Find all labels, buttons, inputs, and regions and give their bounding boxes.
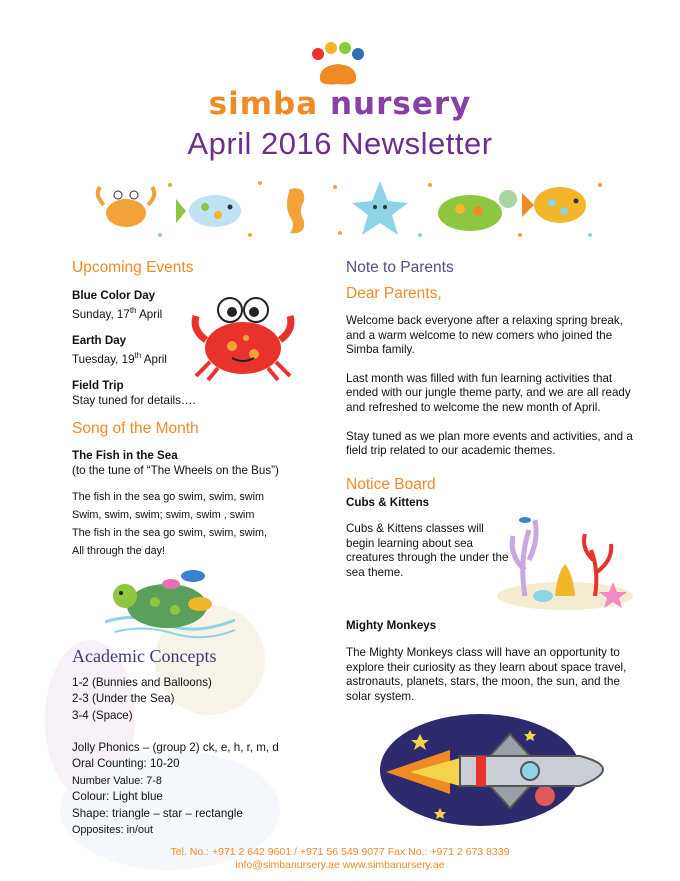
academic-item: Shape: triangle – star – rectangle [72, 806, 243, 820]
turtle-icon [438, 190, 517, 231]
academic-item: Number Value: 7-8 [72, 774, 162, 787]
paragraph: Last month was filled with fun learning activities that ended with our jungle theme party, and we are all ready and refreshed to welcome the new month of April. [346, 371, 631, 414]
academic-item: Colour: Light blue [72, 790, 163, 804]
song-title: The Fish in the Sea [72, 449, 178, 462]
academic-themes [72, 675, 332, 724]
academic-heading: Academic Concepts [72, 646, 217, 666]
song-lyrics [72, 488, 332, 560]
rocket-illustration [380, 712, 630, 830]
upcoming-events-heading: Upcoming Events [72, 259, 194, 276]
monkeys-text: The Mighty Monkeys class will have an opportunity to explore their curiosity as they learn about space travel, astronauts, planets, stars, the moon, the sun, and the solar system. [346, 646, 627, 703]
song-tune: (to the tune of “The Wheels on the Bus”) [72, 463, 279, 477]
greeting: Dear Parents, [346, 285, 442, 302]
starfish-icon [352, 181, 408, 235]
song-heading: Song of the Month [72, 420, 199, 437]
turtle-fish-illustration [105, 562, 240, 642]
academic-item: Oral Counting: 10-20 [72, 757, 180, 771]
footer-phone-line: Tel. No.: +971 2 642 9601 / +971 56 549 9077 Fax No.: +971 2 673 8339 [170, 846, 510, 858]
academic-item: Jolly Phonics – (group 2) ck, e, h, r, m, d [72, 741, 279, 754]
paragraph: Welcome back everyone after a relaxing spring break, and a warm welcome to new comers who joined the Simba family. [346, 314, 623, 357]
seahorse-icon [287, 188, 304, 233]
lyric-line: The fish in the sea go swim, swim, swim [72, 491, 264, 503]
parents-paragraphs [346, 314, 638, 459]
theme-item: 3-4 (Space) [72, 708, 133, 722]
logo-wordmark [0, 86, 680, 122]
notice-board-heading: Notice Board [346, 476, 436, 493]
fish-icon [176, 195, 241, 227]
paw-logo-icon [308, 40, 368, 88]
paragraph: Stay tuned as we plan more events and activities, and a field trip related to our academic themes. [346, 429, 633, 458]
crab-illustration [188, 290, 298, 382]
page-title: April 2016 Newsletter [187, 126, 493, 161]
lyric-line: Swim, swim, swim; swim, swim , swim [72, 509, 255, 521]
logo-simba: simba [208, 86, 319, 122]
logo-nursery: nursery [329, 86, 472, 122]
lyric-line: All through the day! [72, 545, 166, 557]
coral-reef-illustration [495, 500, 635, 615]
cubs-text: Cubs & Kittens classes will begin learning about sea creatures through the under the sea theme. [346, 522, 509, 579]
sea-creatures-banner [90, 175, 610, 245]
song-intro [72, 449, 332, 478]
event-name: Field Trip [72, 379, 124, 393]
crab-icon [98, 187, 155, 227]
event-name: Blue Color Day [72, 289, 156, 302]
event-date: Sunday, 17th April [72, 305, 163, 321]
event-name: Earth Day [72, 334, 127, 348]
event-detail: Stay tuned for details…. [72, 393, 196, 407]
footer-contact [0, 846, 680, 872]
monkeys-title: Mighty Monkeys [346, 619, 437, 632]
academic-item: Opposites: in/out [72, 824, 154, 837]
footer-web-line: info@simbanursery.ae www.simbanursery.ae [235, 859, 445, 871]
note-to-parents-heading: Note to Parents [346, 259, 454, 276]
lyric-line: The fish in the sea go swim, swim, swim, [72, 527, 267, 539]
cubs-title: Cubs & Kittens [346, 496, 430, 509]
academic-items [72, 740, 352, 838]
orange-fish-icon [522, 187, 586, 223]
theme-item: 1-2 (Bunnies and Balloons) [72, 676, 212, 689]
theme-item: 2-3 (Under the Sea) [72, 692, 175, 706]
event-date: Tuesday, 19th April [72, 350, 167, 366]
